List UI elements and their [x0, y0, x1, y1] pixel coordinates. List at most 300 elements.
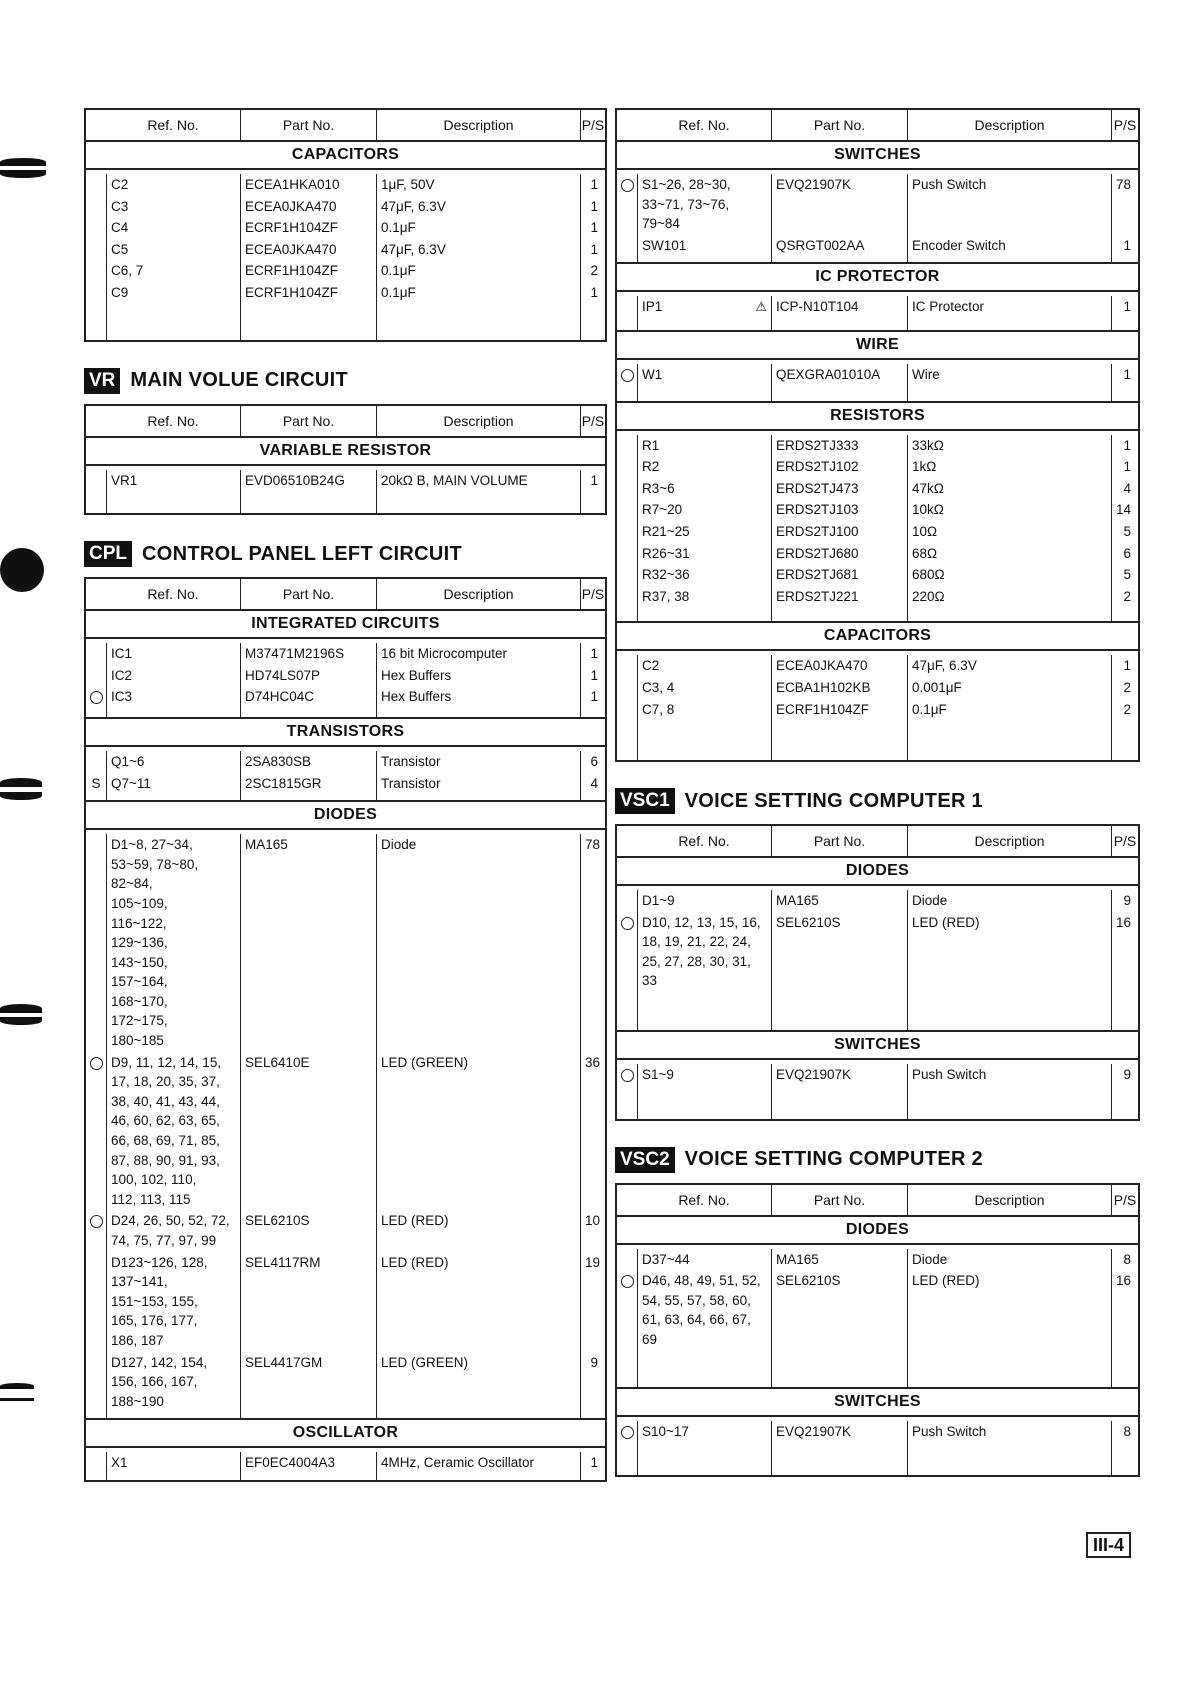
- ps-cell: 1: [580, 196, 605, 218]
- table-row: [86, 1452, 605, 1474]
- ref-no-text: D127, 142, 154, 156, 166, 167, 188~190: [111, 1354, 208, 1409]
- ref-no-text: S1~9: [642, 1067, 674, 1083]
- spacer-cell: [106, 491, 240, 513]
- group-spacer: [617, 720, 1138, 760]
- parts-table: [615, 108, 1140, 762]
- part-no-cell: SEL6410E: [240, 1052, 376, 1211]
- part-no-cell: ICP-N10T104: [771, 296, 907, 318]
- spacer-cell: [771, 992, 907, 1030]
- row-mark: [617, 912, 637, 992]
- spacer-cell: [907, 992, 1111, 1030]
- column-header-mark: [86, 579, 106, 609]
- parts-table: [615, 1183, 1140, 1478]
- spacer-cell: [86, 1412, 106, 1418]
- ref-no-text: D24, 26, 50, 52, 72, 74, 75, 77, 97, 99: [111, 1213, 230, 1248]
- row-mark: [86, 1252, 106, 1352]
- column-header-ref: Ref. No.: [678, 1191, 730, 1208]
- ref-no-text: D1~9: [642, 893, 675, 909]
- ref-no-text: R37, 38: [642, 588, 690, 604]
- table-row: [86, 217, 605, 239]
- column-header-mark: [86, 110, 106, 140]
- column-header-ref: Ref. No.: [678, 117, 730, 133]
- ref-no-text: D10, 12, 13, 15, 16, 18, 19, 21, 22, 24, 25, 27, 28, 30, 31, 33: [642, 914, 761, 989]
- spacer-cell: [907, 1351, 1111, 1387]
- circle-mark-icon: [90, 691, 103, 704]
- column-header-desc: Description: [907, 1185, 1111, 1215]
- parts-table: [84, 404, 607, 516]
- section-vr-heading: MAIN VOLUE CIRCUIT: [130, 369, 349, 392]
- ref-no-text: W1: [642, 366, 663, 382]
- parts-group: [86, 611, 605, 719]
- description-cell: 0.1μF: [376, 282, 580, 304]
- row-mark: [617, 1421, 637, 1446]
- row-mark: [86, 1452, 106, 1474]
- description-cell: Diode: [376, 834, 580, 1052]
- ref-no-cell: [637, 1064, 771, 1089]
- ref-no-cell: [637, 435, 771, 457]
- column-header-ref: Ref. No.: [678, 833, 730, 850]
- table-row: [617, 1421, 1138, 1446]
- ref-no-text: S10~17: [642, 1423, 689, 1439]
- ref-no-cell: [637, 296, 771, 318]
- ps-cell: 14: [1111, 499, 1138, 521]
- description-cell: 47μF, 6.3V: [907, 655, 1111, 677]
- table-row: [617, 478, 1138, 500]
- binding-hole-7: [0, 1017, 42, 1025]
- column-header-desc: Description: [376, 406, 580, 436]
- part-no-cell: EF0EC4004A3: [240, 1452, 376, 1474]
- row-mark: [86, 239, 106, 261]
- table-row: [617, 1064, 1138, 1089]
- ref-no-cell: [637, 521, 771, 543]
- parts-group: [617, 264, 1138, 332]
- group-heading: TRANSISTORS: [86, 719, 605, 747]
- group-heading: SWITCHES: [617, 142, 1138, 170]
- table-row: [617, 1270, 1138, 1350]
- table-row: [617, 890, 1138, 912]
- part-no-cell: ERDS2TJ103: [771, 499, 907, 521]
- group-rows: [617, 1245, 1138, 1387]
- table-row: [86, 260, 605, 282]
- ps-cell: 19: [580, 1252, 607, 1352]
- description-cell: 1μF, 50V: [376, 174, 580, 196]
- ps-cell: 1: [1111, 435, 1138, 457]
- group-spacer: [86, 304, 605, 340]
- ps-cell: 1: [580, 686, 605, 711]
- circle-mark-icon: [621, 179, 634, 192]
- ps-cell: 1: [1111, 235, 1138, 257]
- part-no-cell: ERDS2TJ221: [771, 586, 907, 608]
- group-heading: INTEGRATED CIRCUITS: [86, 611, 605, 639]
- table-row: [617, 543, 1138, 565]
- column-header-desc: Description: [376, 579, 580, 609]
- parts-group: [86, 719, 605, 802]
- part-no-cell: SEL6210S: [240, 1210, 376, 1251]
- section-vr-badge: VR: [84, 368, 120, 394]
- row-mark: [617, 1249, 637, 1271]
- row-mark: [86, 751, 106, 773]
- description-cell: LED (RED): [907, 912, 1111, 992]
- description-cell: 0.001μF: [907, 677, 1111, 699]
- group-rows: [617, 431, 1138, 622]
- ref-no-cell: [637, 174, 771, 235]
- spacer-cell: [1111, 1445, 1138, 1475]
- parts-table: [84, 108, 607, 342]
- ps-cell: 6: [1111, 543, 1138, 565]
- ref-no-cell: [106, 470, 240, 492]
- section-cpl-badge: CPL: [84, 541, 132, 567]
- spacer-cell: [637, 318, 771, 330]
- spacer-cell: [240, 711, 376, 717]
- group-spacer: [617, 992, 1138, 1030]
- ref-no-cell: [637, 655, 771, 677]
- description-cell: 0.1μF: [907, 699, 1111, 721]
- spacer-cell: [86, 711, 106, 717]
- column-header-mark: [617, 826, 637, 856]
- section-cpl-title: [84, 541, 607, 567]
- ref-no-cell: [106, 1452, 240, 1474]
- ref-no-cell: [637, 235, 771, 257]
- table-row: [86, 282, 605, 304]
- parts-group: [617, 858, 1138, 1032]
- parts-group: [86, 1420, 605, 1480]
- part-no-cell: SEL4117RM: [240, 1252, 376, 1352]
- row-mark: [617, 699, 637, 721]
- spacer-cell: [637, 720, 771, 760]
- group-spacer: [617, 256, 1138, 262]
- spacer-cell: [580, 491, 605, 513]
- spacer-cell: [86, 1474, 106, 1480]
- ref-no-cell: [106, 196, 240, 218]
- description-cell: 33kΩ: [907, 435, 1111, 457]
- spacer-cell: [637, 1445, 771, 1475]
- spacer-cell: [617, 1445, 637, 1475]
- parts-group: [617, 1389, 1138, 1476]
- spacer-cell: [907, 607, 1111, 621]
- parts-group: [617, 142, 1138, 264]
- part-no-cell: MA165: [771, 890, 907, 912]
- group-rows: [617, 1417, 1138, 1476]
- ref-no-cell: [637, 699, 771, 721]
- column-header-ps: P/S: [580, 110, 605, 140]
- ref-no-text: C3, 4: [642, 679, 675, 695]
- group-heading: RESISTORS: [617, 403, 1138, 431]
- ref-no-cell: [106, 217, 240, 239]
- ps-cell: 78: [580, 834, 607, 1052]
- description-cell: 47kΩ: [907, 478, 1111, 500]
- column-header-ps: P/S: [580, 406, 605, 436]
- column-header-part: Part No.: [771, 1185, 907, 1215]
- ref-no-cell: [637, 677, 771, 699]
- spacer-cell: [907, 318, 1111, 330]
- spacer-cell: [771, 256, 907, 262]
- column-header-ref: Ref. No.: [147, 117, 199, 133]
- table-row: [617, 521, 1138, 543]
- description-cell: 10Ω: [907, 521, 1111, 543]
- description-cell: 68Ω: [907, 543, 1111, 565]
- group-spacer: [617, 607, 1138, 621]
- spacer-cell: [771, 1351, 907, 1387]
- row-mark: [86, 686, 106, 711]
- description-cell: 1kΩ: [907, 456, 1111, 478]
- table-header: [617, 826, 1138, 858]
- parts-table: [615, 824, 1140, 1121]
- ps-cell: 1: [580, 282, 605, 304]
- spacer-cell: [617, 992, 637, 1030]
- circle-mark-icon: [621, 1426, 634, 1439]
- group-rows: [86, 747, 605, 800]
- section-vsc1-badge: VSC1: [615, 788, 675, 814]
- row-mark: [86, 470, 106, 492]
- group-heading: IC PROTECTOR: [617, 264, 1138, 292]
- ref-no-text: R1: [642, 437, 660, 453]
- ref-no-cell: [106, 665, 240, 687]
- warning-triangle-icon: ⚠: [755, 299, 767, 315]
- table-row: [86, 1352, 605, 1413]
- spacer-cell: [907, 720, 1111, 760]
- spacer-cell: [580, 711, 605, 717]
- table-row: [617, 499, 1138, 521]
- spacer-cell: [580, 1474, 605, 1480]
- row-mark: [617, 296, 637, 318]
- part-no-cell: MA165: [240, 834, 376, 1052]
- spacer-cell: [617, 389, 637, 401]
- row-mark: [617, 174, 637, 235]
- row-mark: [617, 586, 637, 608]
- circle-mark-icon: [621, 917, 634, 930]
- parts-table-vr: [84, 404, 607, 516]
- column-header-part: Part No.: [771, 110, 907, 140]
- ref-no-text: D46, 48, 49, 51, 52, 54, 55, 57, 58, 60, 61, 63, 64, 66, 67, 69: [642, 1273, 761, 1348]
- row-mark: [86, 174, 106, 196]
- ref-no-cell: [637, 586, 771, 608]
- ps-cell: 78: [1111, 174, 1138, 235]
- ps-cell: 1: [580, 665, 605, 687]
- parts-group: [617, 1217, 1138, 1389]
- spacer-cell: [637, 389, 771, 401]
- spacer-cell: [617, 256, 637, 262]
- ref-no-text: C6, 7: [111, 263, 144, 279]
- part-no-cell: ERDS2TJ333: [771, 435, 907, 457]
- ps-cell: 1: [580, 470, 605, 492]
- group-heading: DIODES: [617, 858, 1138, 886]
- spacer-cell: [106, 711, 240, 717]
- ref-no-cell: [637, 543, 771, 565]
- spacer-cell: [240, 304, 376, 340]
- ps-cell: 2: [1111, 586, 1138, 608]
- table-row: [86, 1210, 605, 1251]
- row-mark: [617, 890, 637, 912]
- column-header-ps: P/S: [1111, 1185, 1138, 1215]
- group-heading: DIODES: [617, 1217, 1138, 1245]
- part-no-cell: EVQ21907K: [771, 1064, 907, 1089]
- spacer-cell: [1111, 256, 1138, 262]
- spacer-cell: [771, 720, 907, 760]
- spacer-cell: [86, 794, 106, 800]
- table-row: [86, 665, 605, 687]
- table-row: [617, 586, 1138, 608]
- section-vsc1-heading: VOICE SETTING COMPUTER 1: [684, 789, 983, 812]
- group-heading: SWITCHES: [617, 1389, 1138, 1417]
- column-header-ps: P/S: [1111, 826, 1138, 856]
- description-cell: 0.1μF: [376, 217, 580, 239]
- part-no-cell: ECBA1H102KB: [771, 677, 907, 699]
- row-mark: [86, 665, 106, 687]
- part-no-cell: HD74LS07P: [240, 665, 376, 687]
- ps-cell: 1: [580, 1452, 605, 1474]
- ps-cell: 36: [580, 1052, 607, 1211]
- binding-hole-6: [0, 1004, 42, 1013]
- part-no-cell: QEXGRA01010A: [771, 364, 907, 389]
- parts-group: [617, 623, 1138, 760]
- ref-no-text: IP1: [642, 299, 663, 315]
- table-row: [617, 699, 1138, 721]
- circle-mark-icon: [90, 1215, 103, 1228]
- row-mark: [86, 196, 106, 218]
- table-row: [86, 1252, 605, 1352]
- section-cpl-heading: CONTROL PANEL LEFT CIRCUIT: [142, 542, 463, 565]
- spacer-cell: [240, 1412, 376, 1418]
- description-cell: 16 bit Microcomputer: [376, 643, 580, 665]
- description-cell: Transistor: [376, 751, 580, 773]
- description-cell: 680Ω: [907, 564, 1111, 586]
- ps-cell: 16: [1111, 912, 1138, 992]
- row-mark: [86, 834, 106, 1052]
- group-rows: [86, 639, 605, 717]
- spacer-cell: [106, 1474, 240, 1480]
- binding-hole-9: [0, 1398, 34, 1401]
- part-no-cell: ERDS2TJ100: [771, 521, 907, 543]
- spacer-cell: [907, 389, 1111, 401]
- description-cell: LED (GREEN): [376, 1352, 580, 1413]
- ps-cell: 9: [580, 1352, 605, 1413]
- parts-group: [617, 403, 1138, 624]
- table-row: [86, 470, 605, 492]
- table-row: [86, 1052, 605, 1211]
- ps-cell: 2: [1111, 677, 1138, 699]
- parts-group: [86, 142, 605, 340]
- ref-no-text: C9: [111, 284, 129, 300]
- ref-no-text: R2: [642, 459, 660, 475]
- ps-cell: 6: [580, 751, 605, 773]
- section-vsc1-title: [615, 788, 1140, 814]
- row-mark: [617, 521, 637, 543]
- spacer-cell: [1111, 1089, 1138, 1119]
- part-no-cell: ECEA0JKA470: [240, 196, 376, 218]
- ref-no-text: Q7~11: [111, 775, 151, 791]
- group-rows: [617, 1060, 1138, 1119]
- column-header-desc: Description: [376, 110, 580, 140]
- column-header-part: Part No.: [240, 110, 376, 140]
- part-no-cell: ECRF1H104ZF: [771, 699, 907, 721]
- table-row: [617, 655, 1138, 677]
- spacer-cell: [1111, 318, 1138, 330]
- column-header-ref: Ref. No.: [147, 586, 199, 603]
- table-row: [617, 456, 1138, 478]
- row-mark: [617, 564, 637, 586]
- circle-mark-icon: [621, 1069, 634, 1082]
- ref-no-cell: [106, 773, 240, 795]
- circle-mark-icon: [621, 1275, 634, 1288]
- table-header: [86, 406, 605, 438]
- description-cell: Diode: [907, 890, 1111, 912]
- ps-cell: 2: [1111, 699, 1138, 721]
- group-spacer: [617, 1089, 1138, 1119]
- ps-cell: 9: [1111, 890, 1138, 912]
- column-header-desc: Description: [907, 826, 1111, 856]
- table-row: [617, 235, 1138, 257]
- binding-hole-5: [0, 792, 42, 800]
- row-mark: [86, 260, 106, 282]
- row-mark: [617, 235, 637, 257]
- spacer-cell: [1111, 992, 1138, 1030]
- row-mark: [86, 1052, 106, 1211]
- spacer-cell: [86, 491, 106, 513]
- ref-no-text: D1~8, 27~34, 53~59, 78~80, 82~84, 105~109, 116~122, 129~136, 143~150, 157~164, 168~170, 172~175, 180~185: [111, 837, 199, 1049]
- row-mark: [617, 499, 637, 521]
- ref-no-cell: [106, 239, 240, 261]
- ps-cell: 1: [580, 217, 605, 239]
- spacer-cell: [376, 794, 580, 800]
- spacer-cell: [771, 1445, 907, 1475]
- part-no-cell: 2SC1815GR: [240, 773, 376, 795]
- ref-no-cell: [106, 834, 240, 1052]
- spacer-cell: [771, 318, 907, 330]
- spacer-cell: [240, 491, 376, 513]
- group-heading: CAPACITORS: [617, 623, 1138, 651]
- spacer-cell: [580, 304, 605, 340]
- ref-no-cell: [637, 478, 771, 500]
- description-cell: 4MHz, Ceramic Oscillator: [376, 1452, 580, 1474]
- ref-no-cell: [637, 1421, 771, 1446]
- group-spacer: [86, 1412, 605, 1418]
- table-row: [86, 239, 605, 261]
- part-no-cell: SEL4417GM: [240, 1352, 376, 1413]
- row-mark: [617, 1270, 637, 1350]
- table-row: [617, 912, 1138, 992]
- parts-table-cpl: [84, 577, 607, 1482]
- spacer-cell: [240, 1474, 376, 1480]
- row-mark: S: [91, 775, 101, 791]
- ps-cell: 1: [580, 643, 605, 665]
- parts-group: [86, 802, 605, 1420]
- table-header: [86, 110, 605, 142]
- table-row: [617, 174, 1138, 235]
- column-header-part: Part No.: [240, 406, 376, 436]
- row-mark: [617, 435, 637, 457]
- spacer-cell: [617, 1351, 637, 1387]
- part-no-cell: 2SA830SB: [240, 751, 376, 773]
- spacer-cell: [86, 304, 106, 340]
- row-mark: [617, 1064, 637, 1089]
- ps-cell: 4: [1111, 478, 1138, 500]
- row-mark: [617, 456, 637, 478]
- description-cell: 47μF, 6.3V: [376, 239, 580, 261]
- row-mark: [617, 677, 637, 699]
- parts-group: [86, 438, 605, 514]
- spacer-cell: [1111, 720, 1138, 760]
- description-cell: LED (RED): [907, 1270, 1111, 1350]
- section-vsc2-badge: VSC2: [615, 1147, 675, 1173]
- description-cell: Push Switch: [907, 1421, 1111, 1446]
- ps-cell: 9: [1111, 1064, 1138, 1089]
- group-rows: [86, 466, 605, 514]
- column-header-mark: [617, 110, 637, 140]
- row-mark: [86, 282, 106, 304]
- spacer-cell: [637, 1089, 771, 1119]
- group-rows: [617, 651, 1138, 760]
- description-cell: IC Protector: [907, 296, 1111, 318]
